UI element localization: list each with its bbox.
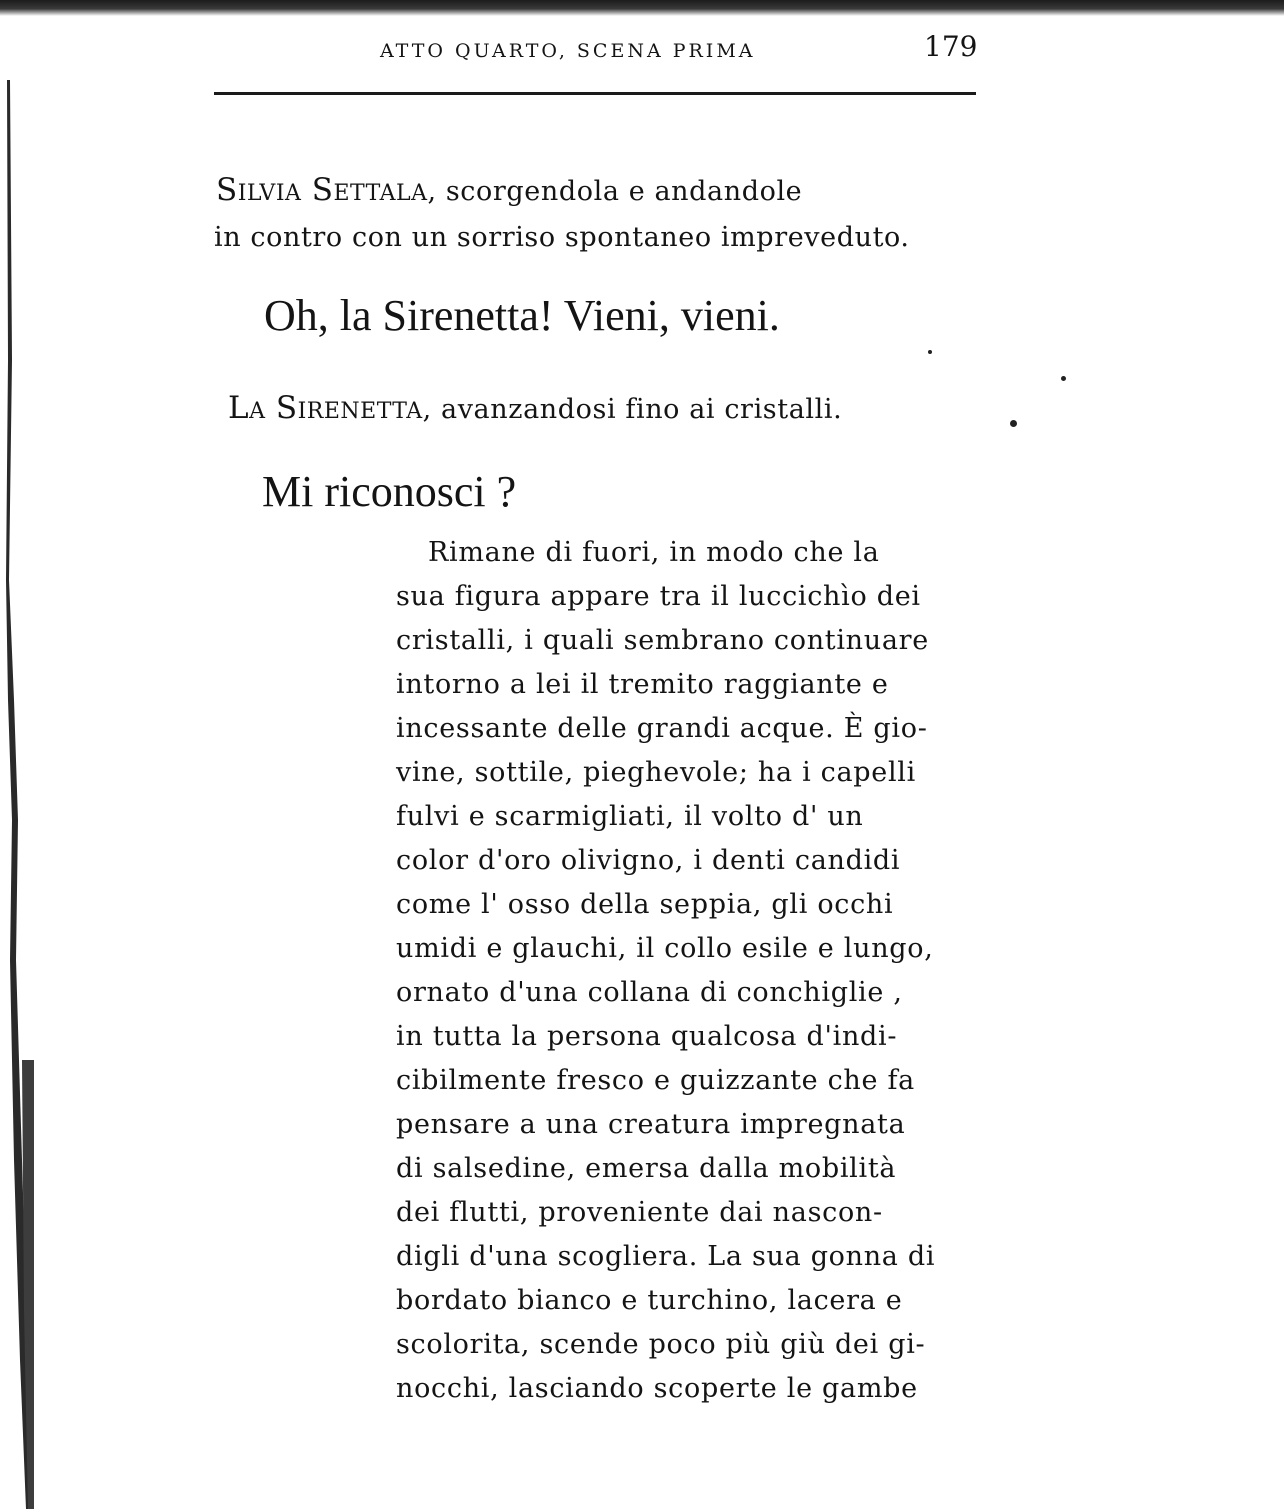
description-line: pensare a una creatura impregnata [396,1109,906,1140]
description-line: Rimane di fuori, in modo che la [428,537,880,568]
stage-direction-1-line-2: in contro con un sorriso spontaneo impreveduto. [214,222,910,253]
description-line: incessante delle grandi acque. È gio- [396,713,928,744]
ink-speck [1010,420,1017,427]
description-line: nocchi, lasciando scoperte le gambe [396,1373,918,1404]
description-line: vine, sottile, pieghevole; ha i capelli [396,757,916,788]
description-line: fulvi e scarmigliati, il volto d' un [396,801,864,832]
speaker-silvia-settala: Silvia Settala [216,172,428,208]
speaker-la-sirenetta: La Sirenetta [228,390,423,426]
description-line: digli d'una scogliera. La sua gonna di [396,1241,936,1272]
description-line: bordato bianco e turchino, lacera e [396,1285,903,1316]
description-line: color d'oro olivigno, i denti candidi [396,845,901,876]
stage-direction-1-text: , scorgendola e andandole [427,176,803,207]
description-line: scolorita, scende poco più giù dei gi- [396,1329,926,1360]
ink-speck [928,350,932,354]
description-line: intorno a lei il tremito raggiante e [396,669,889,700]
stage-direction-2-text: , avanzandosi fino ai cristalli. [422,394,843,425]
ink-speck [1061,376,1066,381]
description-line: ornato d'una collana di conchiglie , [396,977,903,1008]
verse-line-1: Oh, la Sirenetta! Vieni, vieni. [264,291,780,340]
description-line: cibilmente fresco e guizzante che fa [396,1065,915,1096]
description-line: umidi e glauchi, il collo esile e lungo, [396,933,934,964]
header-rule [214,92,976,95]
scan-top-edge [0,0,1284,16]
description-line: sua figura appare tra il luccichìo dei [396,581,921,612]
description-line: in tutta la persona qualcosa d'indi- [396,1021,898,1052]
page-number: 179 [924,30,978,63]
running-title: ATTO QUARTO, SCENA PRIMA [380,40,756,62]
verse-line-2: Mi riconosci ? [262,467,517,516]
description-line: dei flutti, proveniente dai nascon- [396,1197,883,1228]
stage-direction-2 [228,390,842,426]
description-line: cristalli, i quali sembrano continuare [396,625,929,656]
description-line: come l' osso della seppia, gli occhi [396,889,894,920]
scan-left-edge [0,60,34,1509]
stage-direction-1-line-1 [216,172,802,208]
description-line: di salsedine, emersa dalla mobilità [396,1153,897,1184]
